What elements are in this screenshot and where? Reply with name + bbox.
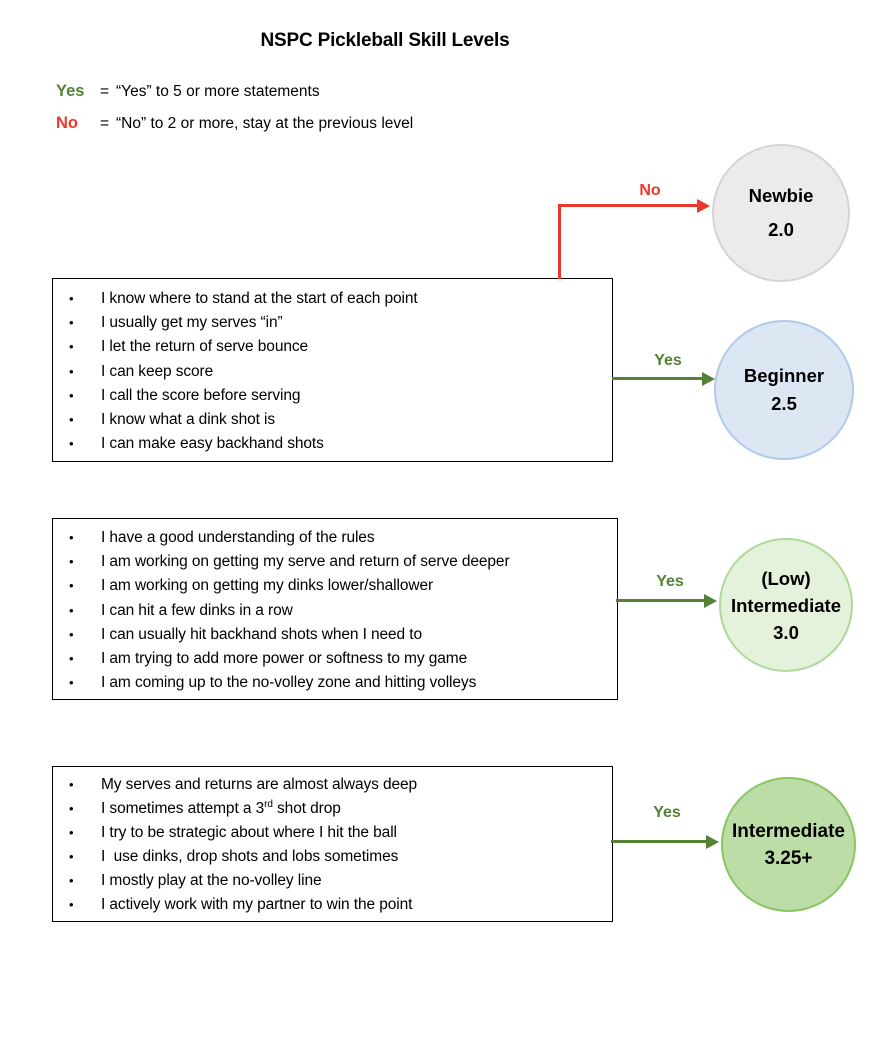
no-arrow-vertical-line — [558, 205, 561, 279]
level-rating: 3.25+ — [764, 847, 813, 869]
legend-no-text: “No” to 2 or more, stay at the previous level — [116, 115, 414, 132]
statement-item: • I can hit a few dinks in a row — [53, 599, 617, 623]
level-name: Beginner — [743, 365, 825, 386]
level-name-qualifier: (Low) — [761, 567, 811, 589]
bullet-dot — [53, 845, 101, 869]
bullet-dot — [53, 647, 101, 671]
bullet-dot — [53, 671, 101, 695]
bullet-dot — [53, 797, 101, 821]
legend — [56, 82, 413, 146]
level-name: Newbie — [748, 185, 814, 206]
statement-item: • I mostly play at the no-volley line — [53, 869, 612, 893]
legend-no-label: No — [56, 114, 78, 132]
level-name: Intermediate — [730, 594, 841, 616]
yes-arrowhead-icon — [704, 594, 717, 608]
bullet-dot — [53, 574, 101, 598]
bullet-dot — [53, 408, 101, 432]
bullet-dot — [53, 335, 101, 359]
statement-item: • I am working on getting my dinks lower/shallower — [53, 574, 617, 598]
legend-row-yes — [56, 82, 413, 114]
bullet-dot — [53, 623, 101, 647]
bullet-dot — [53, 821, 101, 845]
yes-arrowhead-icon — [702, 372, 715, 386]
yes-arrow-line — [616, 599, 705, 602]
statement-item: • I let the return of serve bounce — [53, 335, 612, 359]
yes-arrowhead-icon — [706, 835, 719, 849]
statement-item: • I am working on getting my serve and return of serve deeper — [53, 550, 617, 574]
statement-item: • I know where to stand at the start of each point — [53, 287, 612, 311]
yes-arrow-line — [612, 377, 703, 380]
level-rating: 2.5 — [771, 393, 797, 414]
bullet-dot — [53, 432, 101, 456]
legend-equals: = — [100, 83, 110, 100]
yes-arrow-label: Yes — [654, 352, 682, 369]
level-rating: 2.0 — [768, 219, 794, 240]
level-circle-intermediate — [721, 777, 856, 912]
statements-box-intermediate — [52, 766, 613, 922]
statement-item: • I am trying to add more power or softness to my game — [53, 647, 617, 671]
yes-arrow-label: Yes — [656, 573, 684, 590]
statement-item: • I try to be strategic about where I hit the ball — [53, 821, 612, 845]
level-circle-low-intermediate — [719, 538, 853, 672]
bullet-dot — [53, 550, 101, 574]
no-arrowhead-icon — [697, 199, 710, 213]
statement-item: • I can make easy backhand shots — [53, 432, 612, 456]
bullet-dot — [53, 773, 101, 797]
statements-box-beginner — [52, 278, 613, 462]
bullet-dot — [53, 893, 101, 917]
statement-item: • I usually get my serves “in” — [53, 311, 612, 335]
legend-yes-text: “Yes” to 5 or more statements — [116, 83, 320, 100]
yes-arrow-line — [611, 840, 707, 843]
bullet-dot — [53, 869, 101, 893]
statement-item: • I know what a dink shot is — [53, 408, 612, 432]
statement-item: • I call the score before serving — [53, 384, 612, 408]
statement-item: • I am coming up to the no-volley zone and hitting volleys — [53, 671, 617, 695]
bullet-dot — [53, 360, 101, 384]
legend-row-no — [56, 114, 413, 146]
statement-item: • I can keep score — [53, 360, 612, 384]
bullet-dot — [53, 599, 101, 623]
statements-box-low-intermediate — [52, 518, 618, 700]
level-circle-beginner — [714, 320, 854, 460]
statement-item: • I use dinks, drop shots and lobs sometimes — [53, 845, 612, 869]
no-arrow-line — [558, 204, 698, 207]
statement-item: • I sometimes attempt a 3rd shot drop — [53, 797, 612, 821]
bullet-dot — [53, 526, 101, 550]
level-circle-newbie — [712, 144, 850, 282]
bullet-dot — [53, 384, 101, 408]
page-title: NSPC Pickleball Skill Levels — [260, 30, 510, 51]
statement-item: • My serves and returns are almost always deep — [53, 773, 612, 797]
no-arrow-label: No — [639, 182, 661, 199]
bullet-dot — [53, 311, 101, 335]
statement-item: • I actively work with my partner to win the point — [53, 893, 612, 917]
statement-item: • I can usually hit backhand shots when I need to — [53, 623, 617, 647]
level-name: Intermediate — [732, 820, 845, 842]
legend-equals: = — [100, 115, 110, 132]
yes-arrow-label: Yes — [653, 804, 681, 821]
bullet-dot — [53, 287, 101, 311]
legend-yes-label: Yes — [56, 82, 85, 100]
level-rating: 3.0 — [773, 621, 799, 643]
statement-item: • I have a good understanding of the rules — [53, 526, 617, 550]
